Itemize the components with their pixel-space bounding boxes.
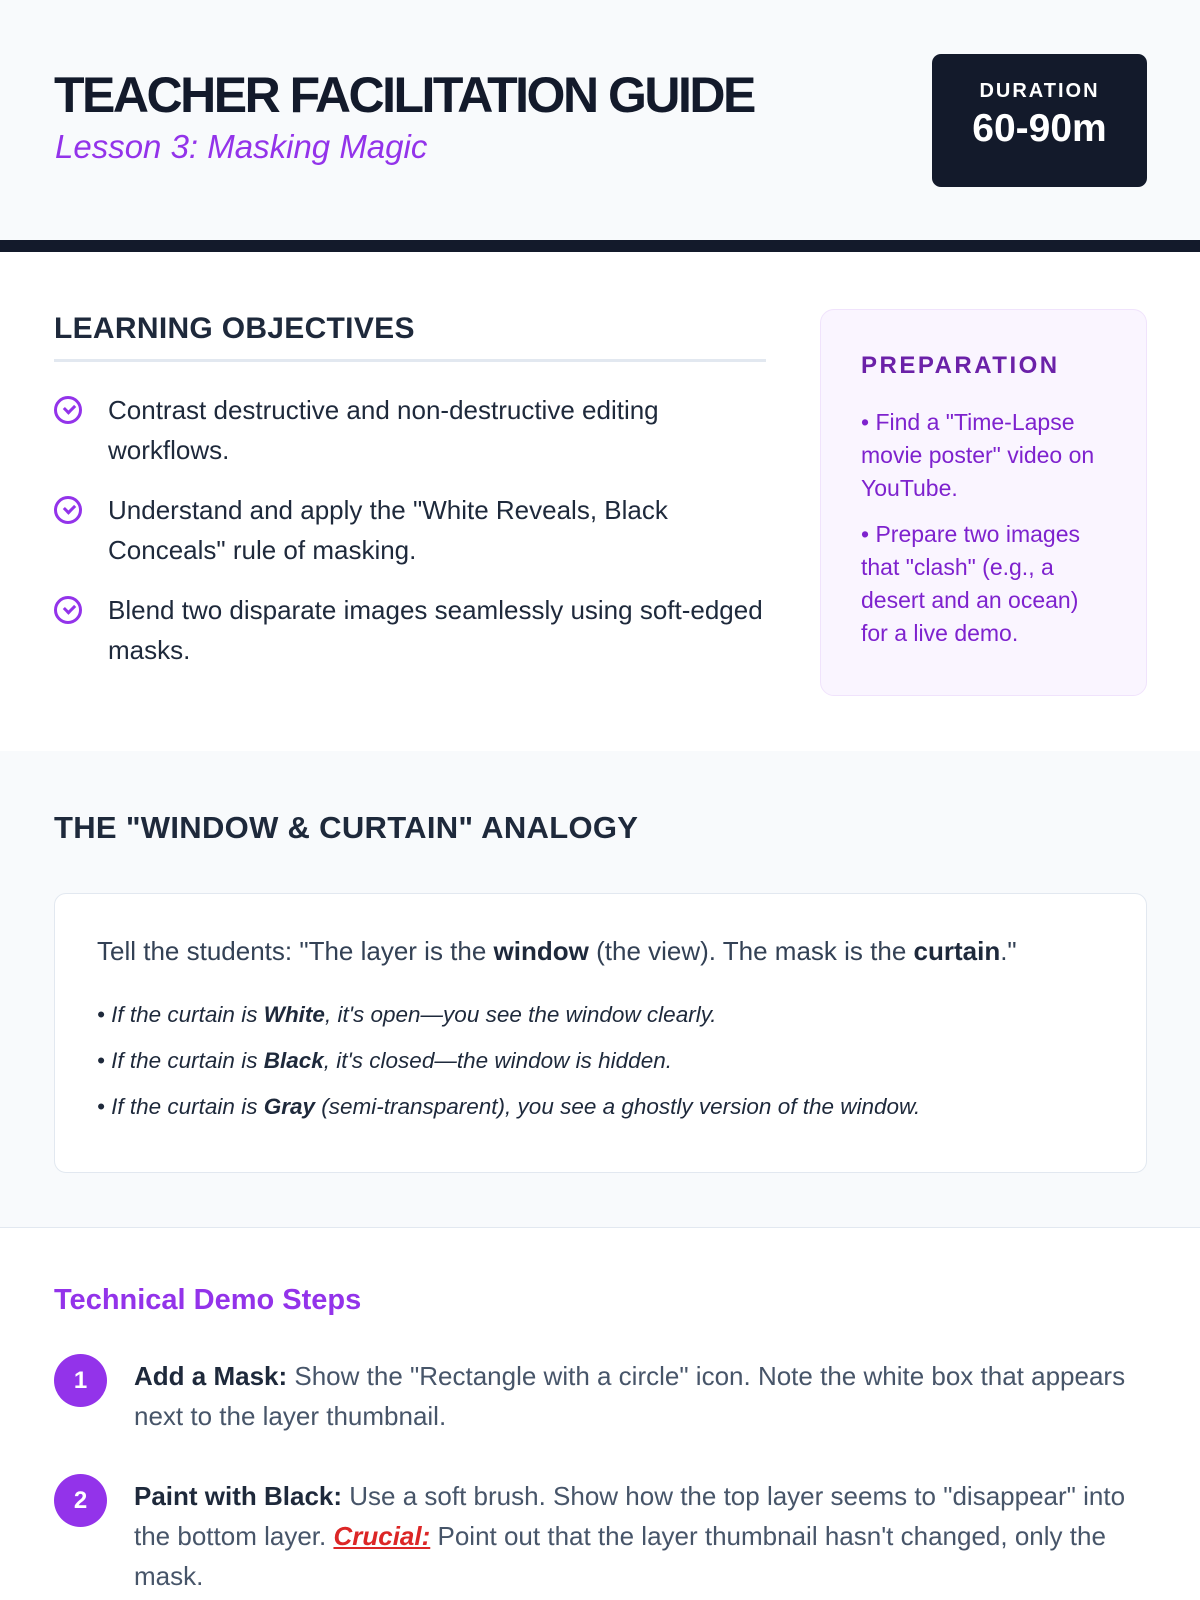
lead-text: ."	[1000, 936, 1017, 966]
lead-emphasis-window: window	[493, 936, 589, 966]
page-title: TEACHER FACILITATION GUIDE	[54, 67, 754, 123]
lead-text: Tell the students: "The layer is the	[97, 936, 494, 966]
step-title: Paint with Black:	[134, 1481, 343, 1511]
preparation-item: • Find a "Time-Lapse movie poster" video on YouTube.	[861, 409, 1095, 501]
objective-text: Understand and apply the "White Reveals, Black Conceals" rule of masking.	[108, 495, 668, 565]
objective-text: Blend two disparate images seamlessly using soft-edged masks.	[108, 595, 763, 665]
lead-text: (the view). The mask is the	[588, 936, 914, 966]
preparation-heading: PREPARATION	[861, 352, 1060, 379]
analogy-text: • If the curtain is	[97, 1002, 264, 1027]
analogy-emphasis: Gray	[263, 1094, 315, 1119]
objective-text: Contrast destructive and non-destructive editing workflows.	[108, 395, 659, 465]
step-description: Use a soft brush. Show how the top layer seems to "disappear" into the bottom layer.	[134, 1481, 1126, 1551]
analogy-item	[97, 999, 920, 1030]
analogy-list	[97, 999, 920, 1137]
analogy-text: • If the curtain is	[97, 1048, 264, 1073]
step-description: Point out that the layer thumbnail hasn't changed, only the mask.	[134, 1521, 1106, 1591]
preparation-item: • Prepare two images that "clash" (e.g., a desert and an ocean) for a live demo.	[861, 521, 1080, 646]
demo-steps-heading: Technical Demo Steps	[54, 1284, 362, 1316]
analogy-emphasis: White	[263, 1002, 325, 1027]
crucial-callout: Crucial:	[333, 1521, 431, 1551]
analogy-item	[97, 1045, 920, 1076]
duration-label: DURATION	[979, 80, 1100, 102]
check-circle-icon	[54, 596, 82, 624]
preparation-list	[861, 406, 1111, 663]
objectives-heading: LEARNING OBJECTIVES	[54, 312, 415, 345]
lead-emphasis-curtain: curtain	[913, 936, 1001, 966]
objective-item	[54, 390, 766, 470]
analogy-lead	[97, 936, 1017, 967]
objectives-divider	[54, 359, 766, 362]
step-text	[134, 1476, 1144, 1596]
guide-header	[0, 0, 1200, 252]
check-circle-icon	[54, 496, 82, 524]
duration-value: 60-90m	[972, 107, 1107, 150]
analogy-item	[97, 1091, 920, 1122]
analogy-emphasis: Black	[263, 1048, 324, 1073]
lesson-subtitle: Lesson 3: Masking Magic	[55, 128, 428, 165]
step-title: Add a Mask:	[134, 1361, 288, 1391]
demo-steps-section	[0, 1228, 1200, 1600]
analogy-text: • If the curtain is	[97, 1094, 264, 1119]
analogy-text: , it's closed—the window is hidden.	[323, 1048, 672, 1073]
analogy-text: , it's open—you see the window clearly.	[324, 1002, 717, 1027]
preparation-card	[820, 309, 1147, 696]
check-circle-icon	[54, 396, 82, 424]
analogy-card	[54, 893, 1147, 1173]
step-text	[134, 1356, 1144, 1436]
step-description: Show the "Rectangle with a circle" icon. Note the white box that appears next to the layer thumbnail.	[134, 1361, 1126, 1431]
objective-item	[54, 590, 766, 670]
step-number-badge: 1	[54, 1354, 107, 1407]
objective-item	[54, 490, 766, 570]
step-number-badge: 2	[54, 1474, 107, 1527]
objectives-list	[54, 390, 766, 690]
analogy-text: (semi-transparent), you see a ghostly version of the window.	[315, 1094, 921, 1119]
duration-badge	[932, 54, 1147, 187]
analogy-section	[0, 751, 1200, 1228]
analogy-heading: THE "WINDOW & CURTAIN" ANALOGY	[54, 810, 639, 845]
